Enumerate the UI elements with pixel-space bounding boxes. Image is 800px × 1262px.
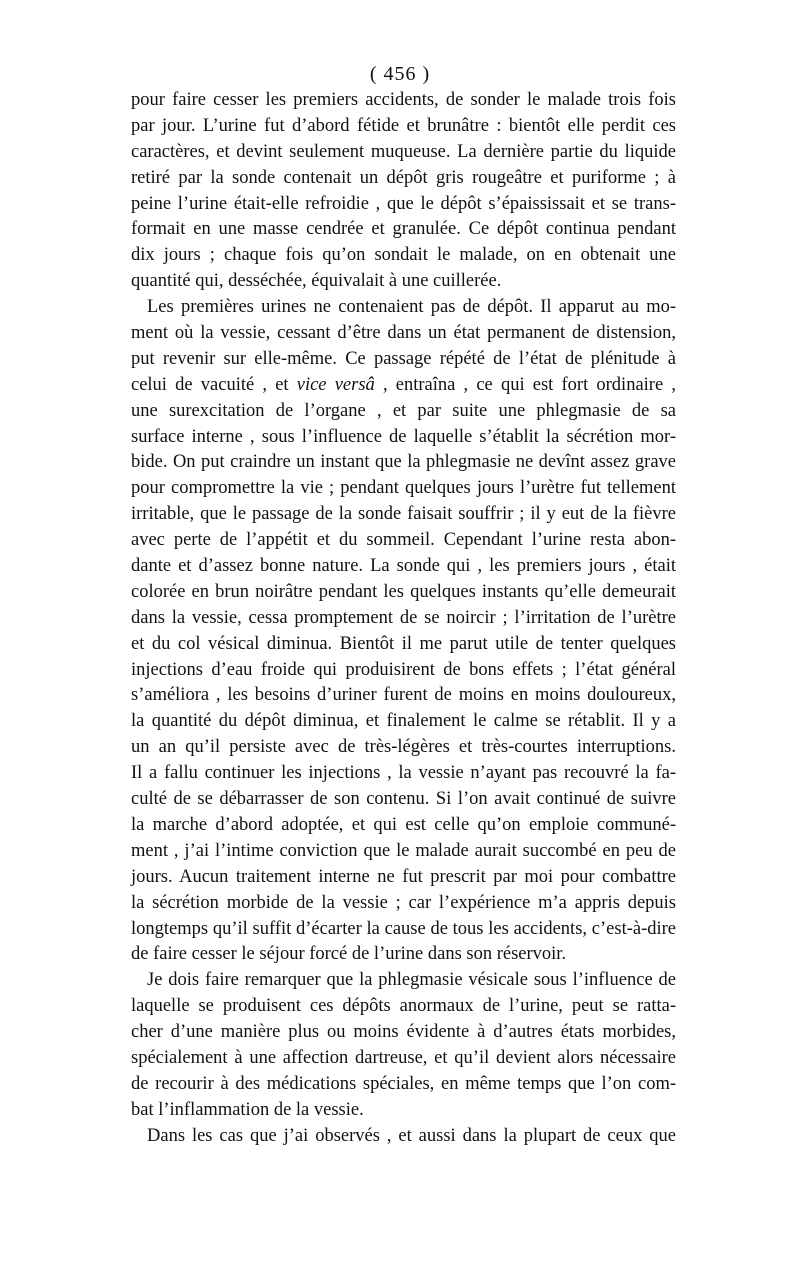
paragraph (131, 295, 676, 968)
text-line: pour compromettre la vie ; pendant quelques jours l’urètre fut tellement (131, 478, 676, 499)
text-line: caractères, et devint seulement muqueuse. La dernière partie du liquide (131, 141, 676, 162)
text-line: surface interne , sous l’influence de laquelle s’établit la sécrétion mor- (131, 426, 676, 447)
text-line: quantité qui, desséchée, équivalait à une cuillerée. (131, 271, 502, 292)
text-line: formait en une masse cendrée et granulée. Ce dépôt continua pendant (131, 219, 676, 240)
text-line: de faire cesser le séjour forcé de l’urine dans son réservoir. (131, 944, 567, 965)
text-line: une surexcitation de l’organe , et par suite une phlegmasie de sa (131, 400, 676, 421)
text-line: et du col vésical diminua. Bientôt il me parut utile de tenter quelques (131, 633, 676, 654)
text-line: pour faire cesser les premiers accidents, de sonder le malade trois fois (131, 90, 676, 110)
text-line: peine l’urine était-elle refroidie , que le dépôt s’épaississait et se trans- (131, 193, 676, 214)
text-line: ment où la vessie, cessant d’être dans un état permanent de distension, (131, 323, 676, 344)
text-line: dante et d’assez bonne nature. La sonde qui , les premiers jours , était (131, 556, 676, 577)
page-number: ( 456 ) (369, 63, 431, 85)
text-line: un an qu’il persiste avec de très-légères et très-courtes interruptions. (131, 737, 676, 758)
text-line: culté de se débarrasser de son contenu. Si l’on avait continué de suivre (131, 789, 676, 810)
text-line: retiré par la sonde contenait un dépôt gris rougeâtre et puriforme ; à (131, 167, 676, 188)
text-line: irritable, que le passage de la sonde faisait souffrir ; il y eut de la fièvre (131, 504, 676, 525)
text-line: de recourir à des médications spéciales, en même temps que l’on com- (131, 1073, 676, 1094)
text-line: la marche d’abord adoptée, et qui est celle qu’on emploie communé- (131, 814, 676, 835)
paragraph (131, 88, 676, 295)
text-line: colorée en brun noirâtre pendant les quelques instants qu’elle demeurait (131, 581, 676, 602)
text-line: dans la vessie, cessa promptement de se noircir ; l’irritation de l’urètre (131, 607, 676, 628)
text-line: Il a fallu continuer les injections , la vessie n’ayant pas recouvré la fa- (131, 763, 676, 784)
text-line: bat l’inflammation de la vessie. (131, 1099, 364, 1120)
text-line: Dans les cas que j’ai observés , et aussi dans la plupart de ceux que (147, 1125, 676, 1146)
text-line: s’améliora , les besoins d’uriner furent de moins en moins douloureux, (131, 685, 676, 706)
text-line: avec perte de l’appétit et du sommeil. Cependant l’urine resta abon- (131, 530, 676, 551)
text-line: longtemps qu’il suffit d’écarter la cause de tous les accidents, c’est-à-dire (131, 918, 676, 939)
text-line: spécialement à une affection dartreuse, et qu’il devient alors nécessaire (131, 1047, 676, 1068)
text-line: dix jours ; chaque fois qu’on sondait le malade, on en obtenait une (131, 245, 676, 266)
text-line: la sécrétion morbide de la vessie ; car l’expérience m’a appris depuis (131, 892, 676, 913)
body-text (131, 88, 676, 1150)
text-line: injections d’eau froide qui produisirent de bons effets ; l’état général (131, 659, 676, 680)
text-line: celui de vacuité , et vice versâ , entraîna , ce qui est fort ordinaire , (131, 374, 676, 395)
text-line: bide. On put craindre un instant que la phlegmasie ne devînt assez grave (131, 452, 676, 473)
text-line: la quantité du dépôt diminua, et finalement le calme se rétablit. Il y a (131, 711, 676, 732)
paragraph (131, 968, 676, 1123)
text-line: Les premières urines ne contenaient pas de dépôt. Il apparut au mo- (147, 297, 676, 318)
text-line: jours. Aucun traitement interne ne fut prescrit par moi pour combattre (131, 866, 676, 887)
paragraph (131, 1124, 676, 1150)
text-line: Je dois faire remarquer que la phlegmasie vésicale sous l’influence de (147, 970, 676, 991)
text-line: laquelle se produisent ces dépôts anormaux de l’urine, peut se ratta- (131, 996, 676, 1017)
text-line: ment , j’ai l’intime conviction que le malade aurait succombé en peu de (131, 840, 676, 861)
text-line: put revenir sur elle-même. Ce passage répété de l’état de plénitude à (131, 348, 676, 369)
text-line: cher d’une manière plus ou moins évidente à d’autres états morbides, (131, 1022, 676, 1043)
text-line: par jour. L’urine fut d’abord fétide et brunâtre : bientôt elle perdit ces (131, 115, 676, 136)
